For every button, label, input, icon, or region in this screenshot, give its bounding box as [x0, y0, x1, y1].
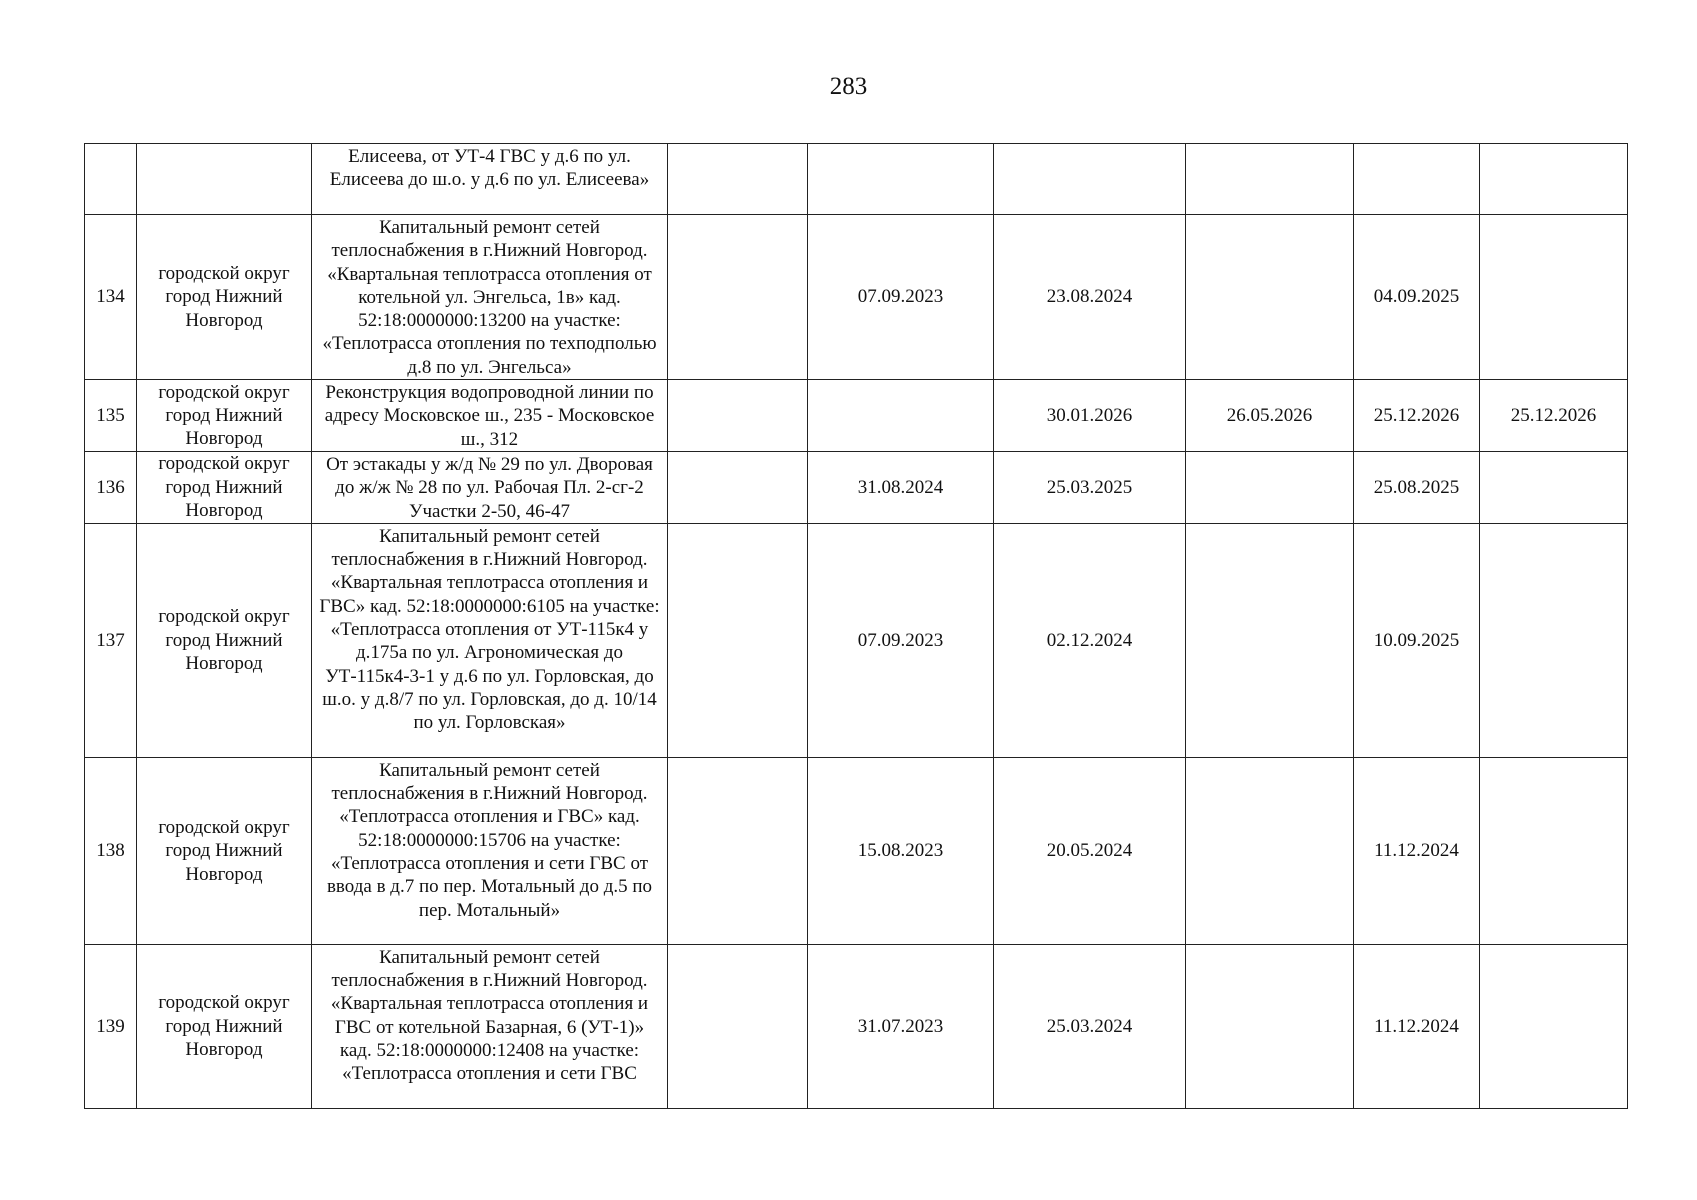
- municipality-cell: городской округ город Нижний Новгород: [137, 944, 312, 1108]
- column-4-cell: [668, 451, 808, 523]
- date-cell-5: 31.07.2023: [808, 944, 994, 1108]
- municipality-cell: [137, 144, 312, 215]
- date-cell-5: 15.08.2023: [808, 757, 994, 944]
- row-number: 139: [85, 944, 137, 1108]
- date-cell-6: 30.01.2026: [994, 380, 1186, 452]
- row-number: 138: [85, 757, 137, 944]
- date-cell-9: 25.12.2026: [1480, 380, 1628, 452]
- row-number: 134: [85, 215, 137, 380]
- object-description-cell: Капитальный ремонт сетей теплоснабжения в г.Нижний Новгород. «Квартальная теплотрасса отопления и ГВС от котельной Базарная, 6 (УТ-1)» кад. 52:18:0000000:12408 на участке: «Теплотрасса отопления и сети ГВС: [312, 944, 668, 1108]
- table-row: [85, 523, 1628, 757]
- date-cell-6: 25.03.2025: [994, 451, 1186, 523]
- row-number: 136: [85, 451, 137, 523]
- municipality-cell: городской округ город Нижний Новгород: [137, 523, 312, 757]
- object-description-cell: Реконструкция водопроводной линии по адресу Московское ш., 235 - Московское ш., 312: [312, 380, 668, 452]
- row-number: 137: [85, 523, 137, 757]
- date-cell-5: 07.09.2023: [808, 215, 994, 380]
- table-row: [85, 757, 1628, 944]
- row-number: 135: [85, 380, 137, 452]
- column-4-cell: [668, 215, 808, 380]
- date-cell-8: 25.08.2025: [1354, 451, 1480, 523]
- column-4-cell: [668, 144, 808, 215]
- date-cell-9: [1480, 215, 1628, 380]
- date-cell-9: [1480, 451, 1628, 523]
- column-4-cell: [668, 944, 808, 1108]
- date-cell-6: [994, 144, 1186, 215]
- object-description-cell: От эстакады у ж/д № 29 по ул. Дворовая до ж/ж № 28 по ул. Рабочая Пл. 2-сг-2 Участки 2-50, 46-47: [312, 451, 668, 523]
- date-cell-5: 07.09.2023: [808, 523, 994, 757]
- municipality-cell: городской округ город Нижний Новгород: [137, 757, 312, 944]
- works-schedule-table: [84, 143, 1628, 1109]
- object-description-cell: Капитальный ремонт сетей теплоснабжения в г.Нижний Новгород. «Квартальная теплотрасса отопления и ГВС» кад. 52:18:0000000:6105 на участке: «Теплотрасса отопления от УТ-115к4 у д.175а по ул. Агрономическая до УТ-115к4-3-1 у д.6 по ул. Горловская, до ш.о. у д.8/7 по ул. Горловская, до д. 10/14 по ул. Горловская»: [312, 523, 668, 757]
- table-row: [85, 144, 1628, 215]
- date-cell-7: [1186, 757, 1354, 944]
- date-cell-6: 23.08.2024: [994, 215, 1186, 380]
- date-cell-8: 25.12.2026: [1354, 380, 1480, 452]
- date-cell-7: [1186, 523, 1354, 757]
- date-cell-7: 26.05.2026: [1186, 380, 1354, 452]
- date-cell-5: [808, 144, 994, 215]
- date-cell-8: 10.09.2025: [1354, 523, 1480, 757]
- page-number: 283: [829, 73, 868, 100]
- table-row: [85, 215, 1628, 380]
- date-cell-6: 25.03.2024: [994, 944, 1186, 1108]
- date-cell-9: [1480, 523, 1628, 757]
- date-cell-5: [808, 380, 994, 452]
- table-row: [85, 451, 1628, 523]
- column-4-cell: [668, 523, 808, 757]
- date-cell-6: 20.05.2024: [994, 757, 1186, 944]
- date-cell-8: [1354, 144, 1480, 215]
- date-cell-7: [1186, 144, 1354, 215]
- date-cell-7: [1186, 215, 1354, 380]
- table-row: [85, 944, 1628, 1108]
- municipality-cell: городской округ город Нижний Новгород: [137, 215, 312, 380]
- date-cell-8: 11.12.2024: [1354, 757, 1480, 944]
- date-cell-9: [1480, 757, 1628, 944]
- date-cell-6: 02.12.2024: [994, 523, 1186, 757]
- date-cell-9: [1480, 144, 1628, 215]
- date-cell-7: [1186, 451, 1354, 523]
- date-cell-8: 04.09.2025: [1354, 215, 1480, 380]
- date-cell-8: 11.12.2024: [1354, 944, 1480, 1108]
- municipality-cell: городской округ город Нижний Новгород: [137, 451, 312, 523]
- date-cell-9: [1480, 944, 1628, 1108]
- object-description-cell: Капитальный ремонт сетей теплоснабжения в г.Нижний Новгород. «Квартальная теплотрасса отопления от котельной ул. Энгельса, 1в» кад. 52:18:0000000:13200 на участке: «Теплотрасса отопления по техподполью д.8 по ул. Энгельса»: [312, 215, 668, 380]
- column-4-cell: [668, 757, 808, 944]
- object-description-cell: Елисеева, от УТ-4 ГВС у д.6 по ул. Елисеева до ш.о. у д.6 по ул. Елисеева»: [312, 144, 668, 215]
- date-cell-7: [1186, 944, 1354, 1108]
- row-number: [85, 144, 137, 215]
- object-description-cell: Капитальный ремонт сетей теплоснабжения в г.Нижний Новгород. «Теплотрасса отопления и ГВС» кад. 52:18:0000000:15706 на участке: «Теплотрасса отопления и сети ГВС от ввода в д.7 по пер. Мотальный до д.5 по пер. Мотальный»: [312, 757, 668, 944]
- municipality-cell: городской округ город Нижний Новгород: [137, 380, 312, 452]
- date-cell-5: 31.08.2024: [808, 451, 994, 523]
- table-row: [85, 380, 1628, 452]
- column-4-cell: [668, 380, 808, 452]
